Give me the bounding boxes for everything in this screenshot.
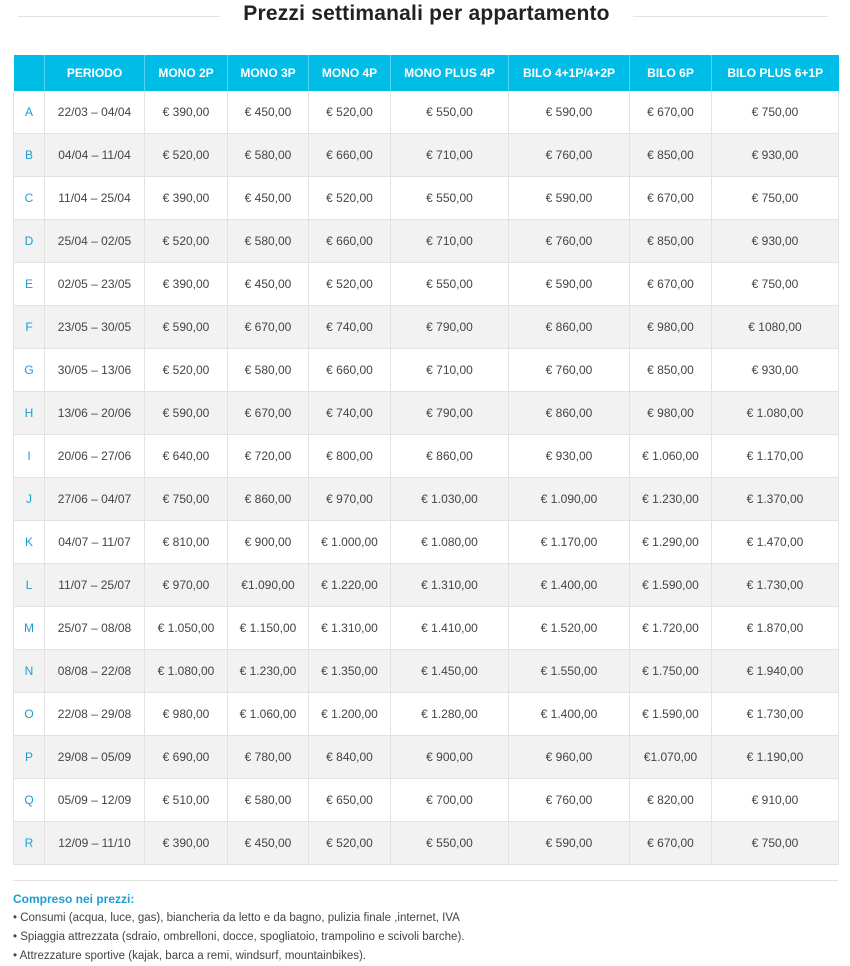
price-cell: € 590,00 (509, 91, 630, 134)
price-cell: € 1.230,00 (630, 478, 712, 521)
table-row (14, 177, 839, 220)
period-dates-cell: 04/04 – 11/04 (45, 134, 145, 177)
price-cell: € 740,00 (309, 306, 391, 349)
price-cell: € 1.060,00 (630, 435, 712, 478)
price-cell: € 930,00 (712, 220, 839, 263)
price-cell: € 850,00 (630, 220, 712, 263)
price-cell: € 650,00 (309, 779, 391, 822)
price-cell: € 760,00 (509, 220, 630, 263)
included-notes (13, 890, 838, 966)
price-cell: € 1.080,00 (145, 650, 228, 693)
period-dates-cell: 25/04 – 02/05 (45, 220, 145, 263)
price-cell: € 1.060,00 (228, 693, 309, 736)
price-cell: € 1080,00 (712, 306, 839, 349)
price-cell: € 780,00 (228, 736, 309, 779)
price-cell: € 820,00 (630, 779, 712, 822)
period-dates-cell: 04/07 – 11/07 (45, 521, 145, 564)
price-cell: € 660,00 (309, 349, 391, 392)
table-row (14, 134, 839, 177)
price-cell: € 1.720,00 (630, 607, 712, 650)
price-cell: € 750,00 (712, 822, 839, 865)
price-cell: € 580,00 (228, 349, 309, 392)
price-cell: € 1.170,00 (509, 521, 630, 564)
price-cell: € 1.050,00 (145, 607, 228, 650)
price-cell: € 550,00 (391, 822, 509, 865)
price-cell: € 590,00 (145, 306, 228, 349)
title-row (0, 0, 850, 36)
period-code-cell: K (14, 521, 45, 564)
price-cell: € 660,00 (309, 220, 391, 263)
included-title: Compreso nei prezzi: (13, 892, 135, 906)
title-divider-right (633, 16, 828, 17)
period-dates-cell: 29/08 – 05/09 (45, 736, 145, 779)
price-cell: € 750,00 (712, 177, 839, 220)
price-cell: € 450,00 (228, 177, 309, 220)
period-code-cell: H (14, 392, 45, 435)
price-cell: € 1.230,00 (228, 650, 309, 693)
period-code-cell: N (14, 650, 45, 693)
price-cell: € 980,00 (630, 306, 712, 349)
column-header: BILO 4+1P/4+2P (509, 55, 630, 91)
period-dates-cell: 11/07 – 25/07 (45, 564, 145, 607)
period-code-cell: G (14, 349, 45, 392)
price-cell: € 1.550,00 (509, 650, 630, 693)
price-cell: € 390,00 (145, 822, 228, 865)
period-dates-cell: 02/05 – 23/05 (45, 263, 145, 306)
table-row (14, 564, 839, 607)
price-cell: € 960,00 (509, 736, 630, 779)
period-dates-cell: 27/06 – 04/07 (45, 478, 145, 521)
table-row (14, 650, 839, 693)
price-cell: € 810,00 (145, 521, 228, 564)
price-cell: € 740,00 (309, 392, 391, 435)
table-row (14, 736, 839, 779)
table-row (14, 91, 839, 134)
price-cell: € 670,00 (630, 263, 712, 306)
price-cell: € 1.470,00 (712, 521, 839, 564)
period-dates-cell: 30/05 – 13/06 (45, 349, 145, 392)
period-code-cell: M (14, 607, 45, 650)
price-cell: € 450,00 (228, 822, 309, 865)
price-cell: € 1.310,00 (391, 564, 509, 607)
price-cell: € 1.310,00 (309, 607, 391, 650)
price-cell: € 860,00 (391, 435, 509, 478)
price-cell: € 1.190,00 (712, 736, 839, 779)
price-cell: € 670,00 (630, 177, 712, 220)
period-dates-cell: 12/09 – 11/10 (45, 822, 145, 865)
period-dates-cell: 25/07 – 08/08 (45, 607, 145, 650)
price-cell: € 550,00 (391, 91, 509, 134)
price-cell: € 840,00 (309, 736, 391, 779)
price-cell: € 970,00 (309, 478, 391, 521)
price-cell: € 640,00 (145, 435, 228, 478)
included-item: • Spiaggia attrezzata (sdraio, ombrelloni, docce, spogliatoio, trampolino e scivoli barche). (13, 931, 465, 943)
column-header: BILO PLUS 6+1P (712, 55, 839, 91)
price-cell: € 1.730,00 (712, 564, 839, 607)
price-cell: € 1.350,00 (309, 650, 391, 693)
column-header: MONO 3P (228, 55, 309, 91)
price-cell: € 1.410,00 (391, 607, 509, 650)
price-cell: €1.070,00 (630, 736, 712, 779)
price-cell: € 520,00 (145, 220, 228, 263)
price-cell: € 1.590,00 (630, 564, 712, 607)
price-cell: € 1.590,00 (630, 693, 712, 736)
price-cell: € 550,00 (391, 263, 509, 306)
price-cell: € 590,00 (145, 392, 228, 435)
price-cell: € 690,00 (145, 736, 228, 779)
price-cell: € 1.400,00 (509, 564, 630, 607)
price-cell: € 1.940,00 (712, 650, 839, 693)
period-code-cell: A (14, 91, 45, 134)
page-title: Prezzi settimanali per appartamento (243, 2, 610, 25)
table-row (14, 822, 839, 865)
price-cell: € 1.280,00 (391, 693, 509, 736)
price-table (13, 55, 839, 865)
column-header: PERIODO (45, 55, 145, 91)
price-cell: € 760,00 (509, 134, 630, 177)
notes-divider (13, 880, 838, 881)
price-cell: € 1.450,00 (391, 650, 509, 693)
title-divider-left (18, 16, 220, 17)
price-cell: € 760,00 (509, 779, 630, 822)
price-cell: € 860,00 (509, 306, 630, 349)
period-dates-cell: 13/06 – 20/06 (45, 392, 145, 435)
price-cell: € 1.290,00 (630, 521, 712, 564)
price-cell: € 750,00 (712, 91, 839, 134)
table-row (14, 220, 839, 263)
price-cell: € 980,00 (630, 392, 712, 435)
price-cell: € 1.750,00 (630, 650, 712, 693)
period-dates-cell: 11/04 – 25/04 (45, 177, 145, 220)
price-cell: € 860,00 (228, 478, 309, 521)
price-cell: € 1.080,00 (391, 521, 509, 564)
period-code-cell: F (14, 306, 45, 349)
price-cell: € 790,00 (391, 392, 509, 435)
price-cell: € 520,00 (309, 177, 391, 220)
price-cell: € 700,00 (391, 779, 509, 822)
price-cell: € 860,00 (509, 392, 630, 435)
period-dates-cell: 22/03 – 04/04 (45, 91, 145, 134)
period-dates-cell: 20/06 – 27/06 (45, 435, 145, 478)
price-cell: € 520,00 (145, 349, 228, 392)
period-code-cell: R (14, 822, 45, 865)
period-code-cell: E (14, 263, 45, 306)
period-dates-cell: 23/05 – 30/05 (45, 306, 145, 349)
period-dates-cell: 22/08 – 29/08 (45, 693, 145, 736)
table-row (14, 349, 839, 392)
table-row (14, 779, 839, 822)
price-cell: € 980,00 (145, 693, 228, 736)
column-header: BILO 6P (630, 55, 712, 91)
price-cell: € 1.730,00 (712, 693, 839, 736)
price-cell: € 900,00 (228, 521, 309, 564)
included-item: • Attrezzature sportive (kajak, barca a remi, windsurf, mountainbikes). (13, 950, 367, 962)
price-cell: € 520,00 (309, 822, 391, 865)
price-cell: €1.090,00 (228, 564, 309, 607)
period-code-cell: I (14, 435, 45, 478)
price-cell: € 1.080,00 (712, 392, 839, 435)
included-item: • Consumi (acqua, luce, gas), biancheria da letto e da bagno, pulizia finale ,internet, IVA (13, 912, 460, 924)
price-cell: € 790,00 (391, 306, 509, 349)
table-row (14, 435, 839, 478)
price-cell: € 1.200,00 (309, 693, 391, 736)
price-cell: € 1.090,00 (509, 478, 630, 521)
period-dates-cell: 08/08 – 22/08 (45, 650, 145, 693)
price-cell: € 1.030,00 (391, 478, 509, 521)
price-cell: € 1.400,00 (509, 693, 630, 736)
price-cell: € 930,00 (712, 134, 839, 177)
table-row (14, 607, 839, 650)
price-cell: € 590,00 (509, 263, 630, 306)
price-cell: € 930,00 (712, 349, 839, 392)
price-cell: € 520,00 (145, 134, 228, 177)
price-cell: € 750,00 (145, 478, 228, 521)
price-cell: € 750,00 (712, 263, 839, 306)
price-cell: € 390,00 (145, 177, 228, 220)
price-cell: € 1.150,00 (228, 607, 309, 650)
table-row (14, 478, 839, 521)
period-code-cell: Q (14, 779, 45, 822)
price-cell: € 710,00 (391, 349, 509, 392)
price-cell: € 590,00 (509, 822, 630, 865)
table-row (14, 392, 839, 435)
price-cell: € 850,00 (630, 134, 712, 177)
price-cell: € 670,00 (630, 822, 712, 865)
column-header: MONO 4P (309, 55, 391, 91)
price-cell: € 850,00 (630, 349, 712, 392)
period-code-cell: B (14, 134, 45, 177)
price-cell: € 670,00 (228, 392, 309, 435)
price-cell: € 580,00 (228, 779, 309, 822)
price-cell: € 1.000,00 (309, 521, 391, 564)
price-cell: € 450,00 (228, 91, 309, 134)
price-cell: € 720,00 (228, 435, 309, 478)
price-cell: € 550,00 (391, 177, 509, 220)
period-code-cell: D (14, 220, 45, 263)
table-row (14, 263, 839, 306)
price-cell: € 970,00 (145, 564, 228, 607)
price-cell: € 580,00 (228, 220, 309, 263)
price-cell: € 520,00 (309, 91, 391, 134)
price-cell: € 510,00 (145, 779, 228, 822)
period-code-cell: L (14, 564, 45, 607)
price-cell: € 1.520,00 (509, 607, 630, 650)
period-dates-cell: 05/09 – 12/09 (45, 779, 145, 822)
price-cell: € 660,00 (309, 134, 391, 177)
price-cell: € 930,00 (509, 435, 630, 478)
period-code-cell: P (14, 736, 45, 779)
price-cell: € 710,00 (391, 134, 509, 177)
price-cell: € 670,00 (228, 306, 309, 349)
price-cell: € 520,00 (309, 263, 391, 306)
table-row (14, 693, 839, 736)
price-cell: € 1.220,00 (309, 564, 391, 607)
table-header-row (14, 55, 839, 91)
price-cell: € 450,00 (228, 263, 309, 306)
table-row (14, 521, 839, 564)
price-cell: € 390,00 (145, 91, 228, 134)
price-cell: € 910,00 (712, 779, 839, 822)
price-cell: € 800,00 (309, 435, 391, 478)
table-row (14, 306, 839, 349)
price-cell: € 590,00 (509, 177, 630, 220)
column-header: MONO 2P (145, 55, 228, 91)
price-cell: € 1.370,00 (712, 478, 839, 521)
price-cell: € 760,00 (509, 349, 630, 392)
price-cell: € 1.870,00 (712, 607, 839, 650)
column-header: MONO PLUS 4P (391, 55, 509, 91)
price-cell: € 390,00 (145, 263, 228, 306)
price-cell: € 580,00 (228, 134, 309, 177)
period-code-cell: J (14, 478, 45, 521)
column-header-code (14, 55, 45, 91)
period-code-cell: O (14, 693, 45, 736)
price-cell: € 670,00 (630, 91, 712, 134)
price-cell: € 900,00 (391, 736, 509, 779)
price-cell: € 1.170,00 (712, 435, 839, 478)
price-cell: € 710,00 (391, 220, 509, 263)
period-code-cell: C (14, 177, 45, 220)
